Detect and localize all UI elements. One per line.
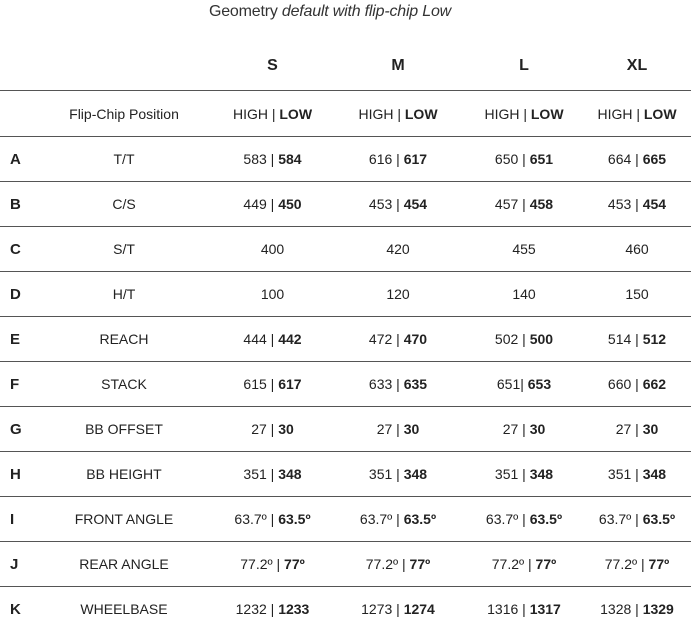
low-value: 617 xyxy=(278,376,302,392)
high-value: 633 | xyxy=(368,376,404,392)
low-value: 500 xyxy=(529,331,554,347)
value-cell xyxy=(214,601,331,617)
row-measure-name: H/T xyxy=(112,286,136,302)
low-value: 77º xyxy=(535,556,557,572)
value-cell xyxy=(465,466,583,482)
value-cell xyxy=(583,556,691,572)
high-value: 63.7º | xyxy=(234,511,279,527)
row-letter: B xyxy=(10,195,21,213)
high-value: 455 xyxy=(512,241,536,257)
row-measure-name: BB OFFSET xyxy=(85,421,163,437)
low-value: 1274 xyxy=(403,601,435,617)
high-value: 1328 | xyxy=(600,601,643,617)
high-value: 351 | xyxy=(494,466,530,482)
high-value: 651| xyxy=(496,376,528,392)
high-value: 472 | xyxy=(368,331,404,347)
row-measure-name: REAR ANGLE xyxy=(79,556,169,572)
high-value: 453 | xyxy=(607,196,643,212)
flip-chip-cell: HIGH | LOW xyxy=(484,105,564,122)
low-value: 470 xyxy=(403,331,428,347)
value-cell xyxy=(465,241,583,257)
value-cell xyxy=(214,466,331,482)
value-cell xyxy=(331,511,465,527)
high-value: 583 | xyxy=(243,151,279,167)
table-row xyxy=(0,181,691,226)
value-cell xyxy=(214,241,331,257)
row-letter: A xyxy=(10,150,21,168)
value-cell xyxy=(214,196,331,212)
low-value: 584 xyxy=(278,151,302,167)
value-cell xyxy=(331,601,465,617)
value-cell xyxy=(465,556,583,572)
high-value: 420 xyxy=(386,241,410,257)
table-row xyxy=(0,271,691,316)
row-measure-name: WHEELBASE xyxy=(80,601,168,617)
row-letter: H xyxy=(10,465,21,483)
row-letter: E xyxy=(10,330,21,348)
high-value: 650 | xyxy=(494,151,530,167)
table-row xyxy=(0,226,691,271)
size-header-m: M xyxy=(391,57,405,74)
low-value: 348 xyxy=(642,466,667,482)
row-letter: F xyxy=(10,375,20,393)
high-value: 27 | xyxy=(251,421,279,437)
row-letter: I xyxy=(10,510,15,528)
value-cell xyxy=(583,466,691,482)
low-value: 1329 xyxy=(642,601,674,617)
title-italic: default with flip-chip Low xyxy=(281,3,452,20)
value-cell xyxy=(331,196,465,212)
row-letter: J xyxy=(10,555,19,573)
size-header-xl: XL xyxy=(626,57,648,74)
low-value: 454 xyxy=(403,196,428,212)
high-value: 27 | xyxy=(615,421,643,437)
high-value: 514 | xyxy=(607,331,643,347)
low-value: 1317 xyxy=(529,601,561,617)
high-value: 457 | xyxy=(494,196,530,212)
high-value: 27 | xyxy=(376,421,404,437)
value-cell xyxy=(331,331,465,347)
high-value: 77.2º | xyxy=(491,556,536,572)
low-value: 1233 xyxy=(278,601,310,617)
high-value: 77.2º | xyxy=(240,556,285,572)
value-cell xyxy=(465,601,583,617)
table-row xyxy=(0,451,691,496)
value-cell xyxy=(465,151,583,167)
value-cell xyxy=(331,556,465,572)
high-value: 660 | xyxy=(607,376,643,392)
high-value: 63.7º | xyxy=(485,511,530,527)
high-value: 444 | xyxy=(243,331,279,347)
low-value: 30 xyxy=(529,421,546,437)
row-letter: K xyxy=(10,600,21,618)
row-measure-name: T/T xyxy=(113,151,135,167)
value-cell xyxy=(465,286,583,302)
high-value: 63.7º | xyxy=(359,511,404,527)
value-cell xyxy=(583,241,691,257)
value-cell xyxy=(583,286,691,302)
value-cell xyxy=(331,151,465,167)
size-header-row xyxy=(0,42,691,90)
value-cell xyxy=(214,331,331,347)
high-value: 1232 | xyxy=(235,601,279,617)
table-row xyxy=(0,316,691,361)
low-value: 662 xyxy=(642,376,667,392)
row-letter: D xyxy=(10,285,21,303)
title-prefix: Geometry xyxy=(208,3,278,20)
value-cell xyxy=(465,196,583,212)
value-cell xyxy=(465,376,583,392)
value-cell xyxy=(583,151,691,167)
low-value: 512 xyxy=(642,331,667,347)
value-cell xyxy=(214,376,331,392)
table-row xyxy=(0,136,691,181)
flip-chip-cell: HIGH | LOW xyxy=(358,105,438,122)
value-cell xyxy=(214,421,331,437)
value-cell xyxy=(583,601,691,617)
low-value: 63.5º xyxy=(642,511,676,527)
high-value: 351 | xyxy=(368,466,404,482)
low-value: 442 xyxy=(278,331,302,347)
value-cell xyxy=(214,151,331,167)
low-value: 348 xyxy=(403,466,428,482)
low-value: 665 xyxy=(642,151,667,167)
value-cell xyxy=(465,421,583,437)
value-cell xyxy=(583,511,691,527)
table-row xyxy=(0,496,691,541)
value-cell xyxy=(331,376,465,392)
value-cell xyxy=(331,286,465,302)
value-cell xyxy=(583,196,691,212)
low-value: 77º xyxy=(409,556,431,572)
row-measure-name: S/T xyxy=(113,241,135,257)
value-cell xyxy=(331,466,465,482)
low-value: 30 xyxy=(403,421,420,437)
value-cell xyxy=(583,331,691,347)
low-value: 651 xyxy=(529,151,554,167)
table-title xyxy=(0,3,660,21)
row-measure-name: BB HEIGHT xyxy=(86,466,162,482)
low-value: 30 xyxy=(642,421,659,437)
low-value: 348 xyxy=(278,466,302,482)
row-measure-name: STACK xyxy=(101,376,147,392)
high-value: 77.2º | xyxy=(604,556,649,572)
flip-chip-cell: HIGH | LOW xyxy=(232,105,313,122)
value-cell xyxy=(331,421,465,437)
low-value: 454 xyxy=(642,196,667,212)
high-value: 351 | xyxy=(243,466,279,482)
flip-chip-row xyxy=(0,90,691,136)
high-value: 63.7º | xyxy=(598,511,643,527)
high-value: 664 | xyxy=(607,151,643,167)
high-value: 615 | xyxy=(243,376,279,392)
low-value: 63.5º xyxy=(529,511,563,527)
low-value: 635 xyxy=(403,376,428,392)
table-row xyxy=(0,361,691,406)
row-measure-name: REACH xyxy=(99,331,149,347)
flip-chip-cell: HIGH | LOW xyxy=(597,105,677,122)
value-cell xyxy=(214,286,331,302)
low-value: 77º xyxy=(648,556,670,572)
high-value: 120 xyxy=(386,286,410,302)
high-value: 616 | xyxy=(368,151,404,167)
geometry-table xyxy=(0,42,691,631)
value-cell xyxy=(583,421,691,437)
high-value: 400 xyxy=(260,241,285,257)
flip-chip-label: Flip-Chip Position xyxy=(69,105,179,122)
value-cell xyxy=(214,556,331,572)
row-letter: G xyxy=(10,420,22,438)
low-value: 77º xyxy=(284,556,305,572)
low-value: 450 xyxy=(278,196,302,212)
high-value: 77.2º | xyxy=(365,556,410,572)
high-value: 100 xyxy=(260,286,285,302)
value-cell xyxy=(214,511,331,527)
high-value: 502 | xyxy=(494,331,530,347)
high-value: 449 | xyxy=(243,196,279,212)
high-value: 1273 | xyxy=(361,601,404,617)
table-row xyxy=(0,541,691,586)
high-value: 1316 | xyxy=(487,601,530,617)
table-row xyxy=(0,586,691,631)
high-value: 453 | xyxy=(368,196,404,212)
value-cell xyxy=(465,331,583,347)
row-measure-name: C/S xyxy=(112,196,136,212)
high-value: 460 xyxy=(625,241,649,257)
low-value: 348 xyxy=(529,466,554,482)
low-value: 63.5º xyxy=(403,511,437,527)
low-value: 30 xyxy=(278,421,294,437)
high-value: 150 xyxy=(625,286,649,302)
row-letter: C xyxy=(10,240,21,258)
value-cell xyxy=(465,511,583,527)
low-value: 617 xyxy=(403,151,428,167)
high-value: 27 | xyxy=(502,421,530,437)
low-value: 653 xyxy=(527,376,552,392)
low-value: 458 xyxy=(529,196,554,212)
high-value: 351 | xyxy=(607,466,643,482)
size-header-l: L xyxy=(519,57,529,74)
row-measure-name: FRONT ANGLE xyxy=(74,511,174,527)
value-cell xyxy=(331,241,465,257)
value-cell xyxy=(583,376,691,392)
size-header-s: S xyxy=(267,57,278,74)
low-value: 63.5º xyxy=(278,511,311,527)
high-value: 140 xyxy=(512,286,536,302)
table-row xyxy=(0,406,691,451)
